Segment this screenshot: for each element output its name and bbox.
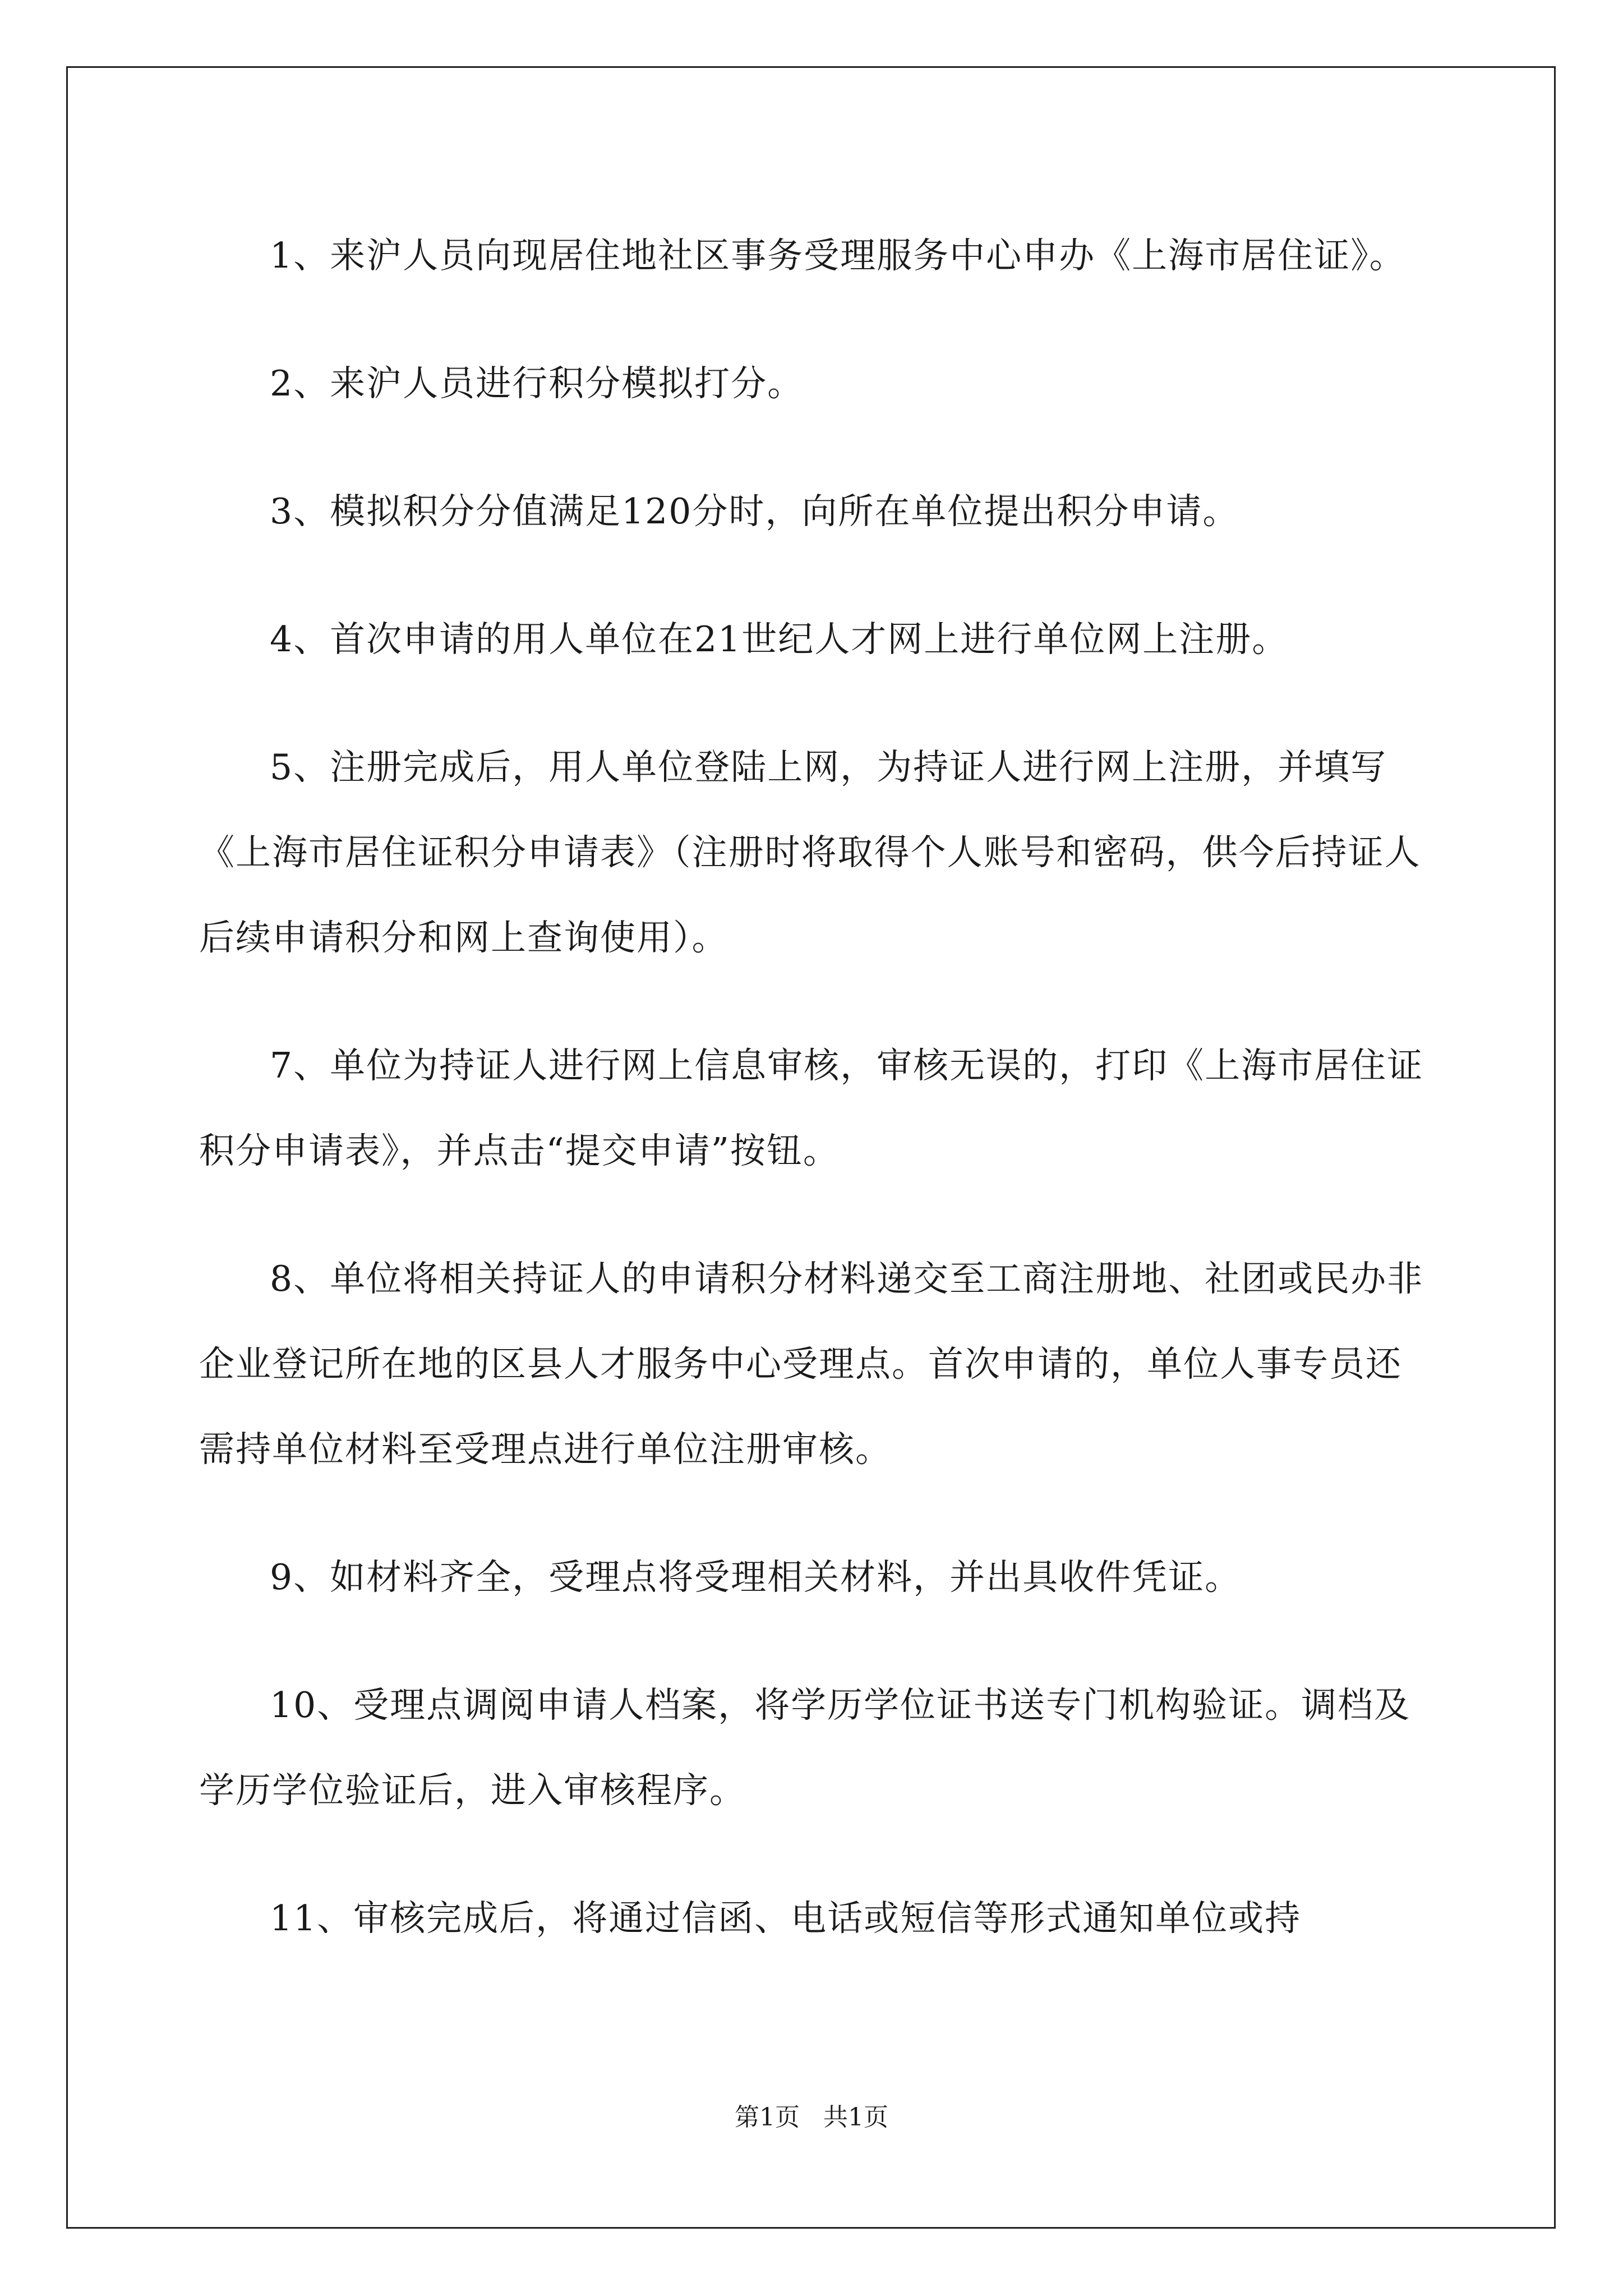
paragraph-5: 5、注册完成后，用人单位登陆上网，为持证人进行网上注册，并填写《上海市居住证积分申请表》（注册时将取得个人账号和密码，供今后持证人后续申请积分和网上查询使用）。 xyxy=(199,747,1421,958)
paragraph-2: 2、来沪人员进行积分模拟打分。 xyxy=(270,363,804,404)
paragraph-9: 9、如材料齐全，受理点将受理相关材料，并出具收件凭证。 xyxy=(270,1557,1242,1598)
paragraph-8: 8、单位将相关持证人的申请积分材料递交至工商注册地、社团或民办非企业登记所在地的区县人才服务中心受理点。首次申请的，单位人事专员还需持单位材料至受理点进行单位注册审核。 xyxy=(199,1258,1424,1470)
paragraph-4: 4、首次申请的用人单位在21世纪人才网上进行单位网上注册。 xyxy=(270,619,1289,660)
paragraph-11: 11、审核完成后，将通过信函、电话或短信等形式通知单位或持 xyxy=(270,1898,1302,1939)
paragraph-10: 10、受理点调阅申请人档案，将学历学位证书送专门机构验证。调档及学历学位验证后，进入审核程序。 xyxy=(199,1685,1411,1811)
paragraph-3: 3、模拟积分分值满足120分时，向所在单位提出积分申请。 xyxy=(270,491,1239,532)
document-body xyxy=(199,213,1427,2004)
page-number-footer: 第1页 共1页 xyxy=(735,2103,888,2132)
paragraph-7: 7、单位为持证人进行网上信息审核，审核无误的，打印《上海市居住证积分申请表》，并点击“提交申请”按钮。 xyxy=(199,1045,1424,1171)
paragraph-1: 1、来沪人员向现居住地社区事务受理服务中心申办《上海市居住证》。 xyxy=(270,235,1406,276)
